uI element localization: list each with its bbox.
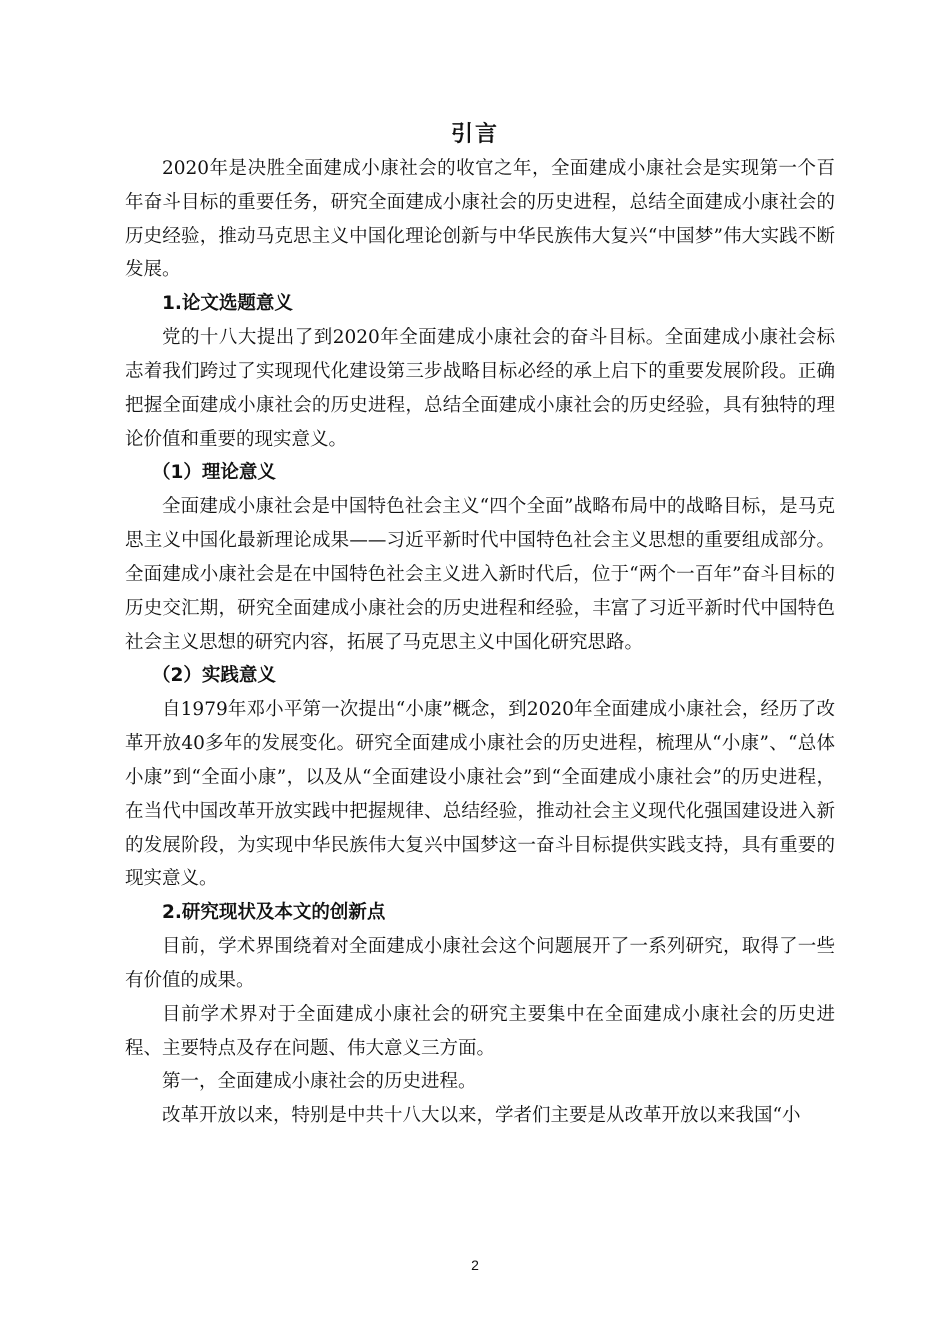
section1-sub2-heading: （2）实践意义: [152, 665, 276, 687]
section1-sub1-paragraph: 全面建成小康社会是中国特色社会主义“四个全面”战略布局中的战略目标，是马克思主义中国化最新理论成果——习近平新时代中国特色社会主义思想的重要组成部分。全面建成小康社会是在中国特色社会主义进入新时代后，位于“两个一百年”奋斗目标的历史交汇期，研究全面建成小康社会的历史进程和经验，丰富了习近平新时代中国特色社会主义思想的研究内容，拓展了马克思主义中国化研究思路。: [125, 496, 835, 653]
section2-paragraph-2: 目前学术界对于全面建成小康社会的研究主要集中在全面建成小康社会的历史进程、主要特点及存在问题、伟大意义三方面。: [125, 1003, 835, 1059]
section1-sub2-paragraph: 自1979年邓小平第一次提出“小康”概念，到2020年全面建成小康社会，经历了改革开放40多年的发展变化。研究全面建成小康社会的历史进程，梳理从“小康”、“总体小康”到“全面小康”，以及从“全面建设小康社会”到“全面建成小康社会”的历史进程，在当代中国改革开放实践中把握规律、总结经验，推动社会主义现代化强国建设进入新的发展阶段，为实现中华民族伟大复兴中国梦这一奋斗目标提供实践支持，具有重要的现实意义。: [125, 699, 835, 890]
page-title: 引言: [450, 122, 499, 147]
section2-heading: 2.研究现状及本文的创新点: [162, 902, 386, 924]
section2-paragraph-3: 第一，全面建成小康社会的历史进程。: [162, 1071, 477, 1093]
page-number: 2: [471, 1257, 479, 1273]
document-body: [125, 152, 835, 1133]
intro-paragraph: 2020年是决胜全面建成小康社会的收官之年，全面建成小康社会是实现第一个百年奋斗目标的重要任务，研究全面建成小康社会的历史进程，总结全面建成小康社会的历史经验，推动马克思主义中国化理论创新与中华民族伟大复兴“中国梦”伟大实践不断发展。: [125, 158, 835, 281]
section1-sub1-heading: （1）理论意义: [152, 462, 276, 484]
section2-paragraph-1: 目前，学术界围绕着对全面建成小康社会这个问题展开了一系列研究，取得了一些有价值的成果。: [125, 936, 835, 991]
section1-paragraph: 党的十八大提出了到2020年全面建成小康社会的奋斗目标。全面建成小康社会标志着我们跨过了实现现代化建设第三步战略目标必经的承上启下的重要发展阶段。正确把握全面建成小康社会的历史进程，总结全面建成小康社会的历史经验，具有独特的理论价值和重要的现实意义。: [125, 327, 835, 450]
section1-heading: 1.论文选题意义: [162, 293, 293, 315]
section2-paragraph-4: 改革开放以来，特别是中共十八大以来，学者们主要是从改革开放以来我国“小: [162, 1105, 801, 1127]
